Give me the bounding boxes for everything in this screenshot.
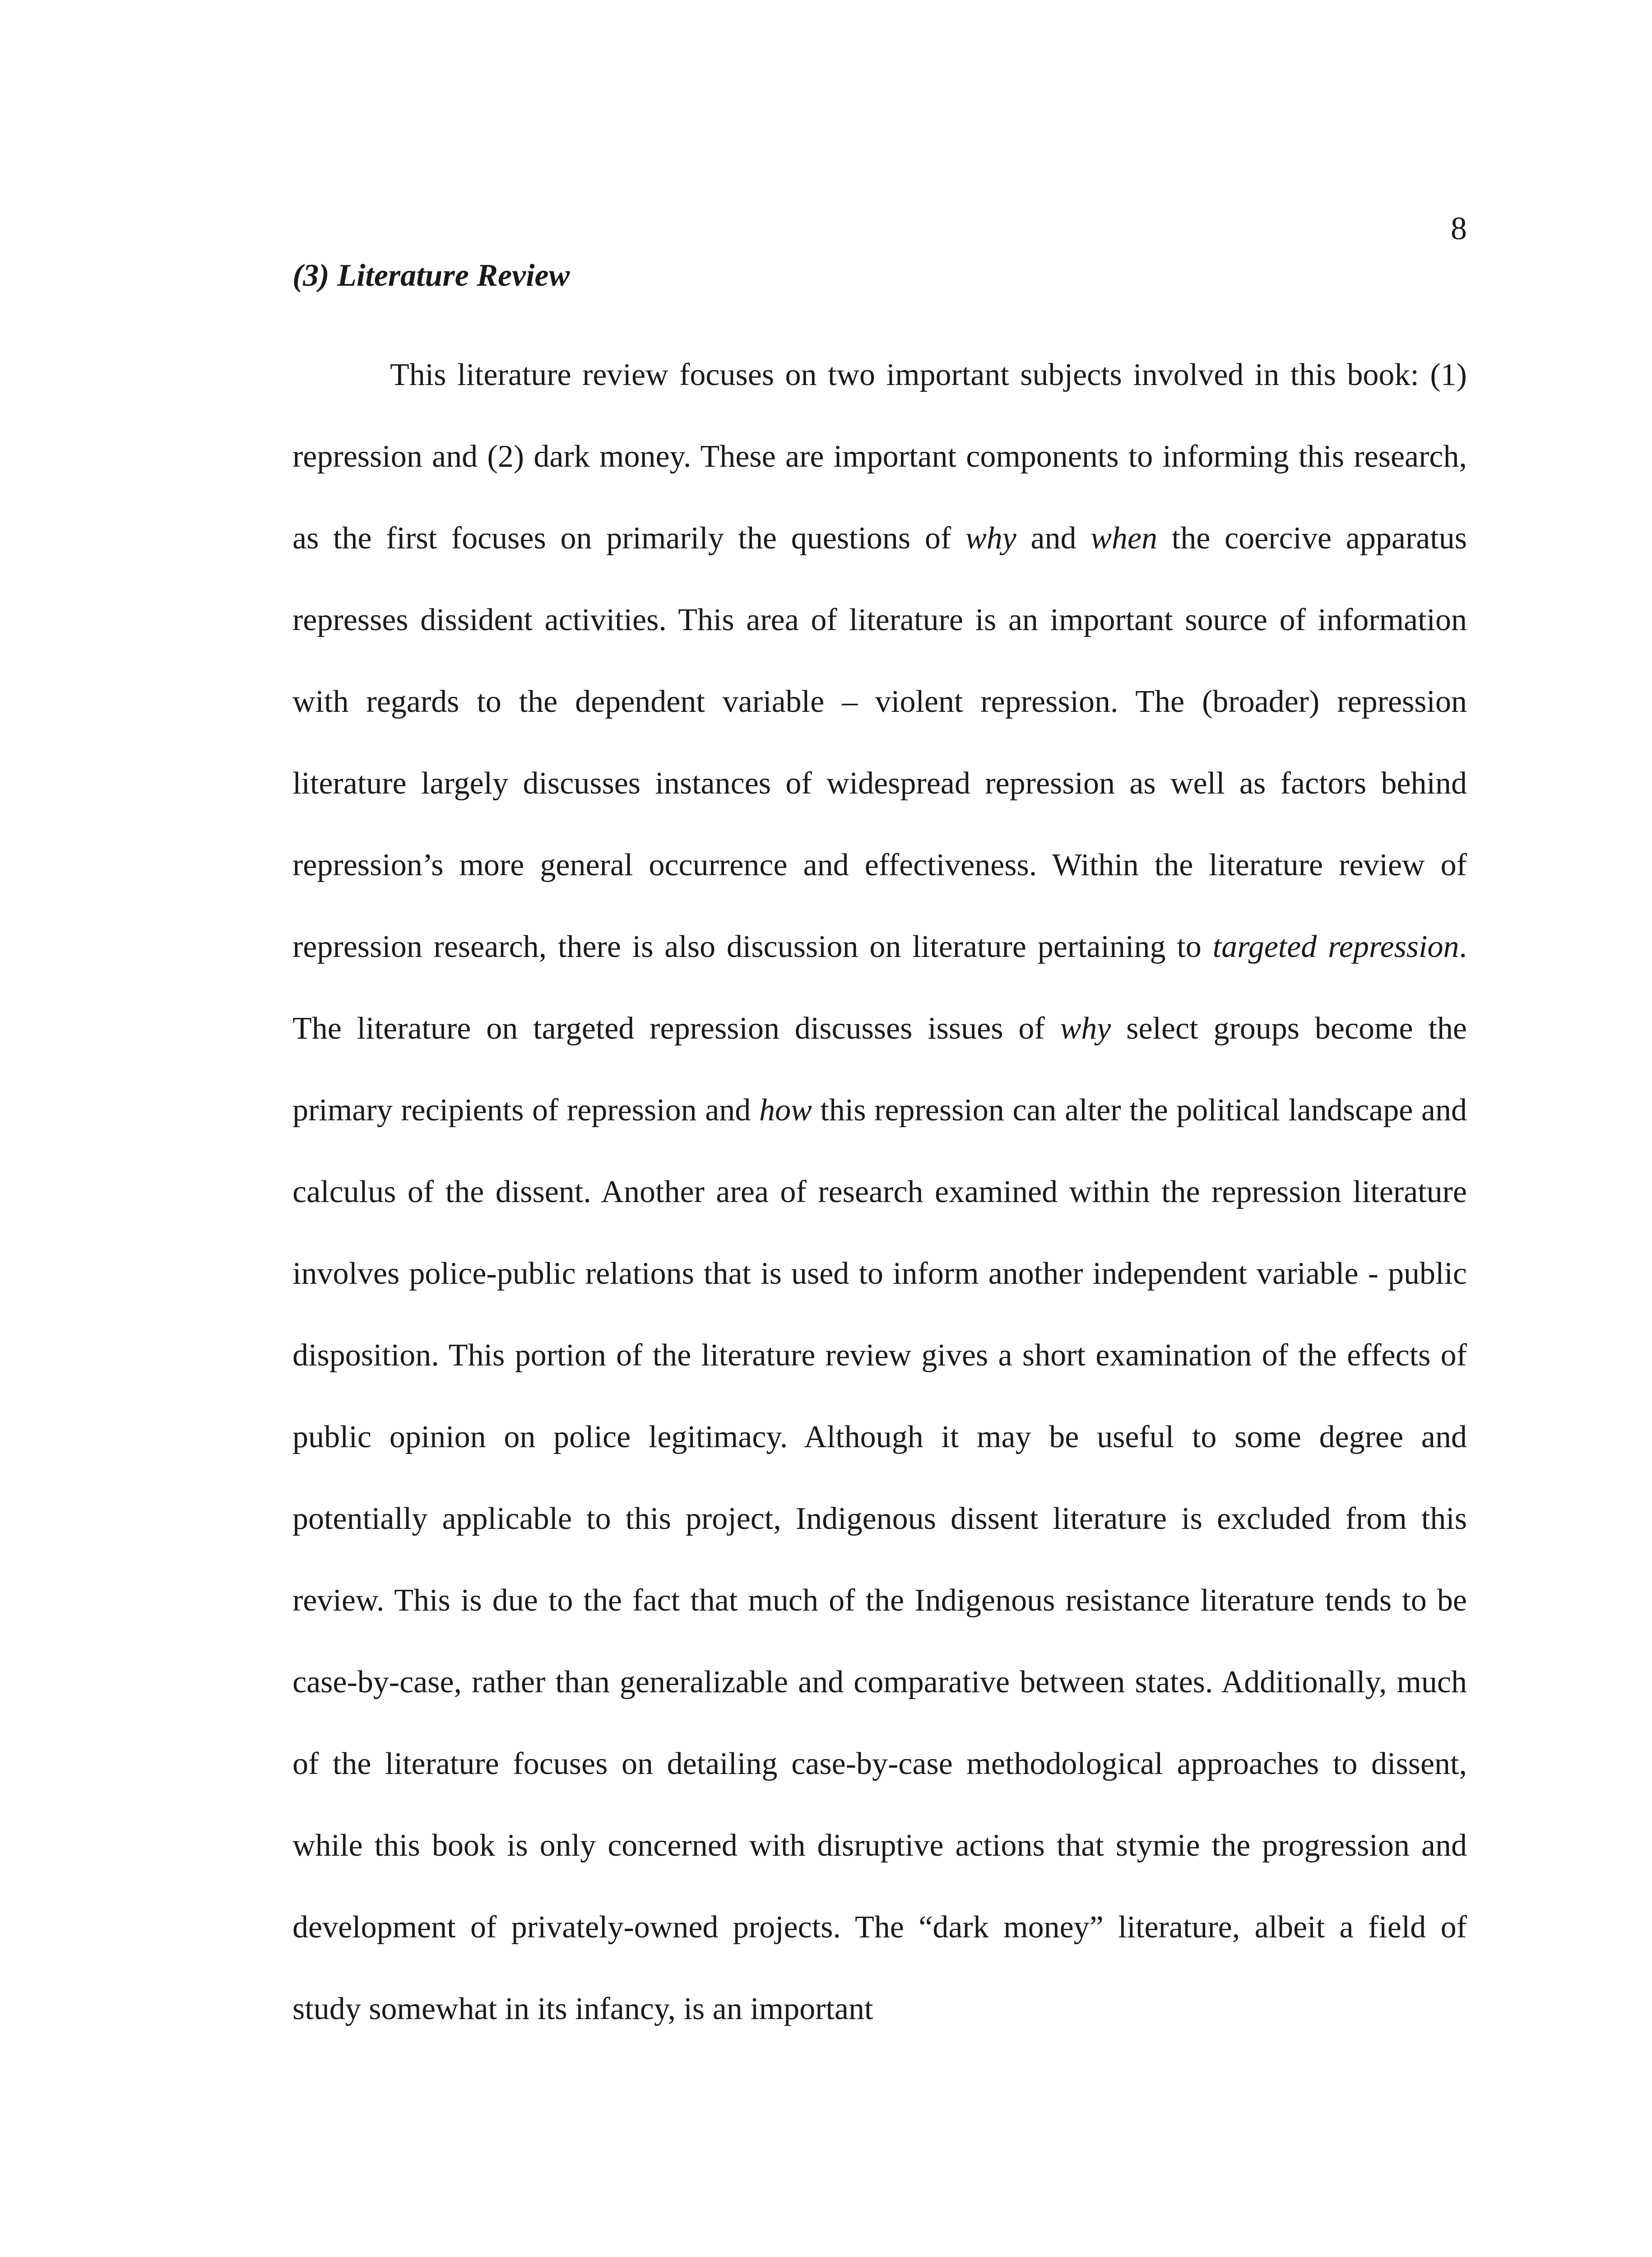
text-run: . The literature on targeted repression discusses issues of <box>292 929 1467 1046</box>
emphasis-run: how <box>759 1093 812 1128</box>
text-run: the coercive apparatus represses dissident activities. This area of literature is an important source of information with regards to the dependent variable – violent repression. The (broader) repression literature largely discusses instances of widespread repression as well as factors behind repression’s more general occurrence and effectiveness. Within the literature review of repression research, there is also discussion on literature pertaining to <box>292 521 1467 964</box>
emphasis-run: why <box>965 521 1016 556</box>
text-run: This literature review focuses on two important subjects involved in this book: (1) repression and (2) dark money. These are important components to informing this research, as the first focuses on primarily the questions of <box>292 358 1467 556</box>
emphasis-run: targeted repression <box>1212 929 1459 964</box>
page-number: 8 <box>1451 210 1467 246</box>
body-paragraph <box>292 334 1467 2050</box>
emphasis-run: when <box>1091 521 1158 556</box>
text-run: and <box>1016 521 1091 556</box>
section-heading: (3) Literature Review <box>292 258 570 293</box>
text-run: this repression can alter the political landscape and calculus of the dissent. Another area of research examined within the repression literature involves police-public relations that is used to inform another independent variable - public disposition. This portion of the literature review gives a short examination of the effects of public opinion on police legitimacy. Although it may be useful to some degree and potentially applicable to this project, Indigenous dissent literature is excluded from this review. This is due to the fact that much of the Indigenous resistance literature tends to be case-by-case, rather than generalizable and comparative between states. Additionally, much of the literature focuses on detailing case-by-case methodological approaches to dissent, while this book is only concerned with disruptive actions that stymie the progression and development of privately-owned projects. The “dark money” literature, albeit a field of study somewhat in its infancy, is an important <box>292 1093 1467 2026</box>
text-run: select groups become the primary recipients of repression and <box>292 1011 1467 1128</box>
emphasis-run: why <box>1060 1011 1111 1046</box>
